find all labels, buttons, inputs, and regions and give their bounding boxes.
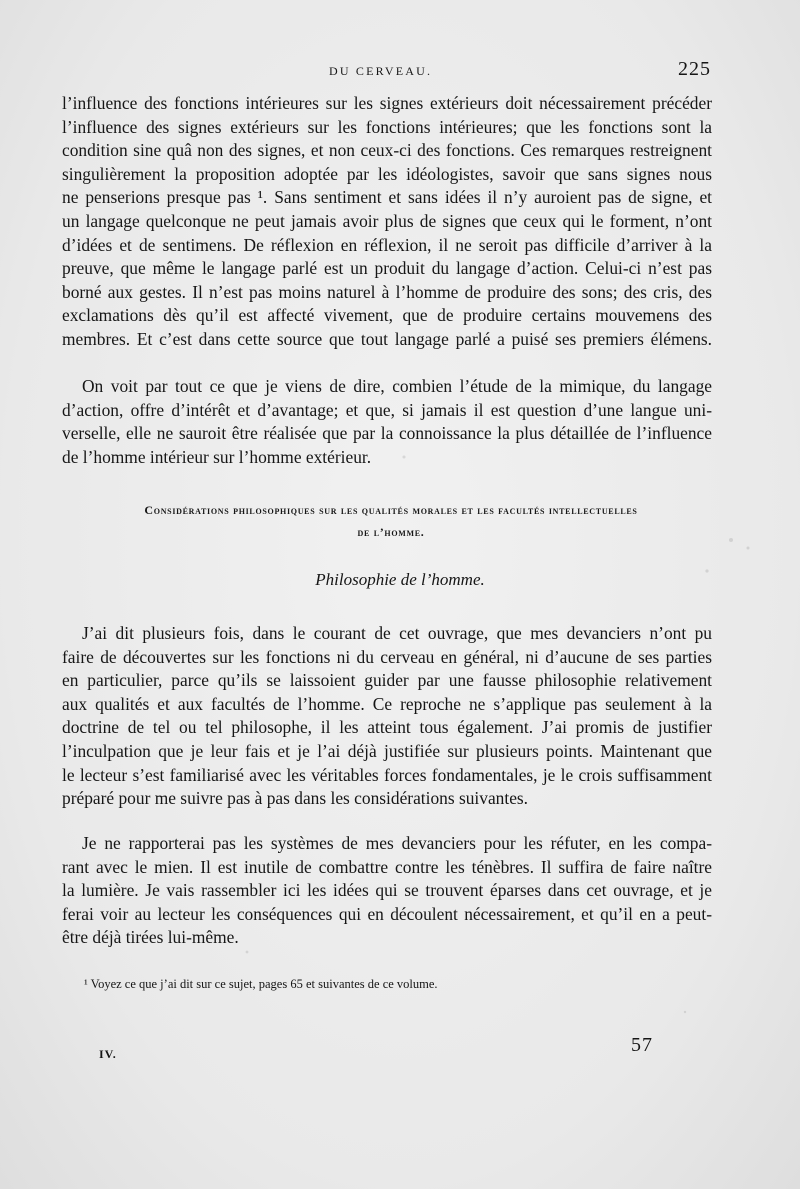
text-line: un langage quelconque ne peut jamais avoir plus de signes que ceux qui le forment, n’ont: [62, 210, 712, 231]
text-line: On voit par tout ce que je viens de dire, combien l’étude de la mimique, du langage: [82, 376, 712, 396]
subheading: Philosophie de l’homme.: [315, 570, 485, 589]
text-line: l’influence des fonctions intérieures sur les signes extérieurs doit nécessairement précéder: [62, 93, 712, 113]
text-line: verselle, elle ne sauroit être réalisée que par la connoissance la plus détaillée de l’influence: [62, 423, 712, 444]
text-line: le lecteur s’est familiarisé avec les véritables forces fondamentales, je le crois suffisamment: [62, 764, 712, 785]
text-line: aux qualités et aux facultés de l’homme. Ce reproche ne s’applique pas seulement à la: [62, 693, 712, 714]
running-head: DU CERVEAU.: [329, 64, 433, 78]
section-heading-line-2: de l’homme.: [357, 525, 425, 539]
text-line: l’inculpation que je leur fais et je l’ai déjà justifiée sur plusieurs points. Maintenant que: [62, 740, 712, 761]
signature-number: 57: [631, 1034, 653, 1056]
text-line: préparé pour me suivre pas à pas dans les considérations suivantes.: [62, 788, 529, 809]
paragraph-3: [62, 622, 712, 811]
text-line: rant avec le mien. Il est inutile de combattre contre les ténèbres. Il suffira de faire naître: [62, 856, 712, 877]
text-line: d’action, offre d’intérêt et d’avantage; et que, si jamais il est question d’une langue uni-: [62, 399, 712, 420]
text-line: Je ne rapporterai pas les systèmes de mes devanciers pour les réfuter, en les compa-: [82, 833, 712, 853]
text-line: doctrine de tel ou tel philosophe, il les atteint tous également. J’ai promis de justifier: [62, 717, 712, 738]
text-line: condition sine quâ non des signes, et non ceux-ci des fonctions. Ces remarques restreignent: [62, 140, 712, 161]
text-line: singulièrement la proposition adoptée par les idéologistes, savoir que sans signes nous: [62, 163, 712, 184]
text-line: la lumière. Je vais rassembler ici les idées qui se trouvent éparses dans cet ouvrage, et je: [62, 880, 712, 901]
text-line: d’idées et de sentimens. De réflexion en réflexion, il ne seroit pas difficile d’arriver à la: [62, 234, 712, 255]
volume-signature: IV.: [99, 1047, 117, 1061]
page-header: [0, 58, 800, 88]
text-line: exclamations dès qu’il est affecté vivement, que de produire certains mouvemens des: [62, 305, 712, 326]
text-line: J’ai dit plusieurs fois, dans le courant de cet ouvrage, que mes devanciers n’ont pu: [82, 623, 712, 643]
text-line: preuve, que même le langage parlé est un produit du langage d’action. Celui-ci n’est pas: [62, 258, 712, 279]
paragraph-2: [62, 375, 712, 469]
section-heading-line-1: Considérations philosophiques sur les qualités morales et les facultés intellectuelles: [144, 503, 638, 517]
footnote: ¹ Voyez ce que j’ai dit sur ce sujet, pages 65 et suivantes de ce volume.: [84, 977, 438, 991]
text-line: être déjà tirées lui-même.: [62, 927, 239, 948]
paragraph-1: [62, 92, 712, 352]
text-line: de l’homme intérieur sur l’homme extérieur.: [62, 446, 372, 467]
text-line: membres. Et c’est dans cette source que tout langage parlé a puisé ses premiers élémens.: [62, 328, 712, 349]
text-line: ne penserions presque pas ¹. Sans sentiment et sans idées il n’y auroient pas de signe, et: [62, 187, 712, 208]
text-line: ferai voir au lecteur les conséquences qui en découlent nécessairement, et qu’il en a peut-: [62, 903, 712, 924]
text-line: faire de découvertes sur les fonctions ni du cerveau en général, ni d’aucune de ses parties: [62, 646, 712, 667]
text-line: l’influence des signes extérieurs sur les fonctions intérieures; que les fonctions sont la: [62, 116, 712, 137]
text-line: en particulier, parce qu’ils se laissoient guider par une fausse philosophie relativement: [62, 670, 712, 691]
section-heading: [66, 499, 716, 543]
page-number: 225: [678, 58, 711, 80]
text-line: borné aux gestes. Il n’est pas moins naturel à l’homme de produire des sons; des cris, des: [62, 281, 712, 302]
paragraph-4: [62, 832, 712, 950]
